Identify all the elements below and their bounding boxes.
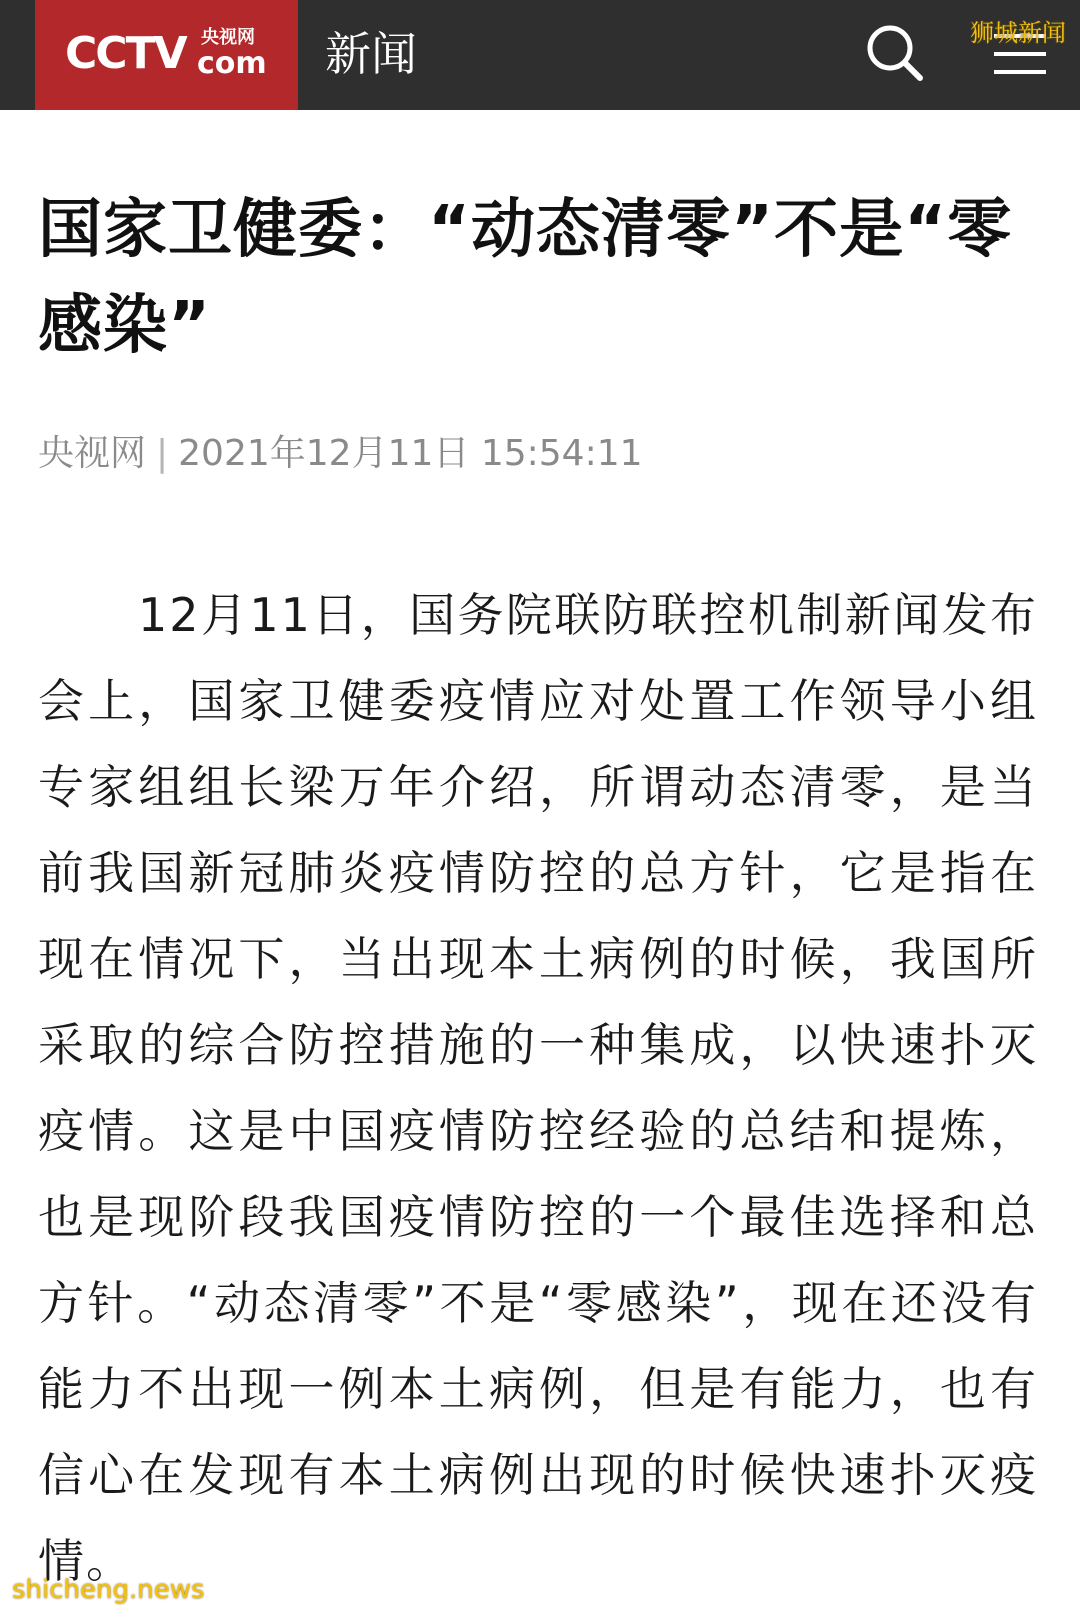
article-body: 12月11日，国务院联防联控机制新闻发布会上，国家卫健委疫情应对处置工作领导小组专家组组长梁万年介绍，所谓动态清零，是当前我国新冠肺炎疫情防控的总方针，它是指在现在情况下，当出现本土病例的时候，我国所采取的综合防控措施的一种集成，以快速扑灭疫情。这是中国疫情防控经验的总结和提炼，也是现阶段我国疫情防控的一个最佳选择和总方针。“动态清零”不是“零感染”，现在还没有能力不出现一例本土病例，但是有能力，也有信心在发现有本土病例出现的时候快速扑灭疫情。: [38, 588, 1038, 1588]
logo-small-text: 央视网: [201, 27, 255, 48]
section-title[interactable]: 新闻: [325, 27, 417, 81]
article-datetime: 2021年12月11日 15:54:11: [178, 433, 643, 474]
watermark-bottom: shicheng.news: [12, 1575, 205, 1605]
article-source: 央视网: [38, 433, 147, 474]
cctv-logo[interactable]: [35, 0, 298, 110]
article-title: 国家卫健委：“动态清零”不是“零感染”: [38, 193, 1013, 363]
logo-com-text: com: [197, 46, 267, 81]
watermark-top: 狮城新闻: [970, 19, 1066, 47]
article-meta: [38, 432, 643, 476]
top-navigation-bar: [0, 0, 1080, 110]
meta-divider: |: [156, 433, 169, 474]
logo-main-text: CCTV: [65, 28, 186, 79]
search-icon[interactable]: [862, 20, 926, 84]
